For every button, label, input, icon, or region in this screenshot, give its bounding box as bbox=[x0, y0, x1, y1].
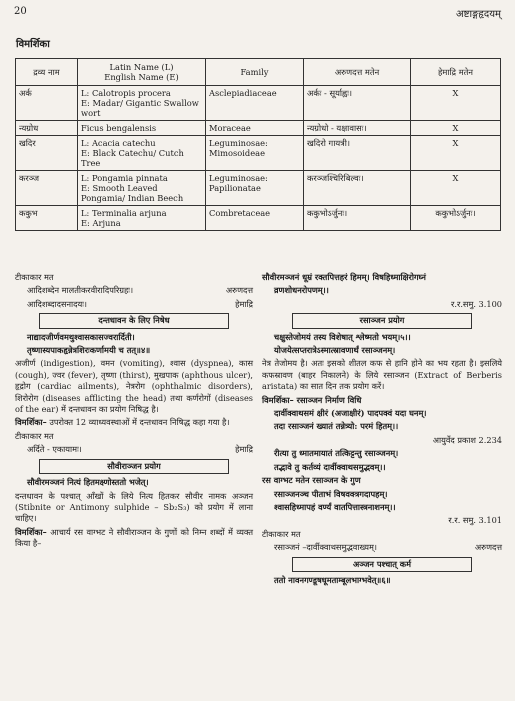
table-cell: L: Terminalia arjuna E: Arjuna bbox=[78, 206, 206, 231]
table-cell: L: Calotropis procera E: Madar/ Gigantic Swallow wort bbox=[78, 86, 206, 121]
table-cell: करञ्जश्चिरिबिल्वः। bbox=[304, 171, 411, 206]
tika-note bbox=[15, 299, 253, 310]
verse-line: व्रणशोधनरोपणम्।। bbox=[274, 285, 329, 296]
table-cell: ककुभ bbox=[16, 206, 78, 231]
table-cell: L: Acacia catechu E: Black Catechu/ Cutch Tree bbox=[78, 136, 206, 171]
table-cell: अर्क bbox=[16, 86, 78, 121]
section-heading: दन्तधावन के लिए निषेध bbox=[39, 313, 229, 328]
table-header-row bbox=[16, 59, 501, 86]
paragraph: दन्तधावन के पश्चात् आँखों के लिये नित्य हितकर सौवीर नामक अञ्जन (Stibnite or Antimony sulphide – Sb₂S₃) को प्रयोग में लाना चाहिए। bbox=[15, 490, 253, 524]
verse-line: दार्वीक्वाथसमं क्षीरं (अजाक्षीरं) पादपक्वं यदा घनम्। bbox=[274, 408, 427, 419]
verse-line: श्वासहिध्मापहं वर्ण्यं वातपित्तास्त्रनाशनम्।। bbox=[274, 501, 396, 512]
column-header: द्रव्य नाम bbox=[16, 59, 78, 86]
section-heading: सौवीराञ्जन प्रयोग bbox=[39, 459, 229, 474]
table-row bbox=[16, 136, 501, 171]
tika-label: टीकाकार मत bbox=[262, 528, 301, 539]
vimarshika-label: विमर्शिका– bbox=[15, 526, 47, 537]
verse-line: तदा रसाञ्जनं ख्यातं तन्नेत्र्यो: परमं हितम्।। bbox=[274, 421, 399, 432]
table-title: विमर्शिका bbox=[16, 39, 50, 50]
table-cell: ककुभोऽर्जुनः। bbox=[304, 206, 411, 231]
table-cell: Moraceae bbox=[206, 121, 304, 136]
table-cell: X bbox=[411, 121, 501, 136]
tika-note bbox=[262, 542, 502, 553]
verse-line: सौवीरमञ्जनं नित्यं हितमक्ष्णोस्ततो भजेत्। bbox=[27, 477, 149, 488]
table-cell: Asclepiadiaceae bbox=[206, 86, 304, 121]
table-row bbox=[16, 86, 501, 121]
tika-label: टीकाकार मत bbox=[15, 430, 54, 441]
page-header bbox=[14, 6, 501, 20]
vimarshika-text: आचार्य रस वाग्भट ने सौवीराञ्जन के गुणों को निम्न शब्दों में व्यक्त किया है– bbox=[15, 526, 253, 549]
section-heading: रस वाग्भट मतेन रसाञ्जन के गुण bbox=[262, 475, 361, 486]
verse-line: चक्षुस्तेजोमयं तस्य विशेषात् श्लेष्मतो भयम्।५।। bbox=[274, 331, 411, 342]
vimarshika-heading: विमर्शिका– रसाञ्जन निर्माण विधि bbox=[262, 394, 362, 405]
table-cell: न्यग्रोध bbox=[16, 121, 78, 136]
reference: र.र. समु. 3.101 bbox=[448, 515, 502, 526]
section-heading: रसाञ्जन प्रयोग bbox=[292, 313, 472, 328]
verse-line: रसाञ्जनञ्च पीताभं विषवक्त्रगदापहम्। bbox=[274, 488, 388, 499]
section-heading: अञ्जन पश्चात् कर्म bbox=[292, 557, 472, 572]
vimarshika-text: उपरोक्त 12 व्याध्यवस्थाओं में दन्तधावन निषिद्ध कहा गया है। bbox=[46, 417, 230, 428]
table-row bbox=[16, 121, 501, 136]
tika-text: रसाञ्जनं –दार्वीक्वाथसमुद्भवाख्यम्। bbox=[274, 542, 378, 553]
table-cell: X bbox=[411, 171, 501, 206]
table-cell: Combretaceae bbox=[206, 206, 304, 231]
tika-author: अरुणदत्त bbox=[225, 285, 253, 296]
column-header: Latin Name (L) English Name (E) bbox=[78, 59, 206, 86]
paragraph: अजीर्ण (indigestion), वमन (vomiting), श्वास (dyspnea), कास (cough), ज्वर (fever), तृष्णा (thirst), मुखपाक (aphthous ulcer), हृद्रोग (cardiac ailments), नेत्ररोग (ophthalmic disorders), शिरोरोग (diseases afflicting the head) तथा कर्णरोगों (diseases of the ear) में दन्तधावन का प्रयोग निषिद्ध है। bbox=[15, 358, 253, 415]
tika-label: टीकाकार मत bbox=[15, 272, 54, 282]
vimarshika-note bbox=[15, 417, 253, 428]
page-number: 20 bbox=[14, 6, 27, 17]
vimarshika-note bbox=[15, 527, 253, 550]
column-header: अरुणदत्त मतेन bbox=[304, 59, 411, 86]
table-cell: X bbox=[411, 136, 501, 171]
left-column bbox=[15, 272, 253, 552]
table-cell: L: Pongamia pinnata E: Smooth Leaved Pongamia/ Indian Beech bbox=[78, 171, 206, 206]
table-cell: Ficus bengalensis bbox=[78, 121, 206, 136]
table-cell: Leguminosae: Mimosoideae bbox=[206, 136, 304, 171]
reference: र.र.समु. 3.100 bbox=[451, 298, 502, 309]
tika-text: आदिशब्देन मालतीकरवीरादिपरिग्रहः। bbox=[27, 285, 134, 296]
column-header: हेमाद्रि मतेन bbox=[411, 59, 501, 86]
verse-line: तृष्णास्यपाकहृन्नेत्रशिरःकर्णामयी च तत्॥४॥ bbox=[27, 345, 151, 356]
table-cell: खदिर bbox=[16, 136, 78, 171]
paragraph: नेत्र तेजोमय है। अतः इसको शीतल कफ से हानि होने का भय रहता है। इसलिये कफस्रावण (बाहर निकालने) के लिये रसाञ्जन (Extract of Berberis aristata) का सात दिन तक प्रयोग करें। bbox=[262, 358, 502, 392]
table-row bbox=[16, 206, 501, 231]
table-cell: न्यग्रोधो - यक्षावासः। bbox=[304, 121, 411, 136]
tika-text: आदिशब्दादसनादयः। bbox=[27, 298, 87, 309]
table-body bbox=[16, 86, 501, 231]
tika-note bbox=[15, 444, 253, 455]
table-cell: अर्कः - सूर्याह्वः। bbox=[304, 86, 411, 121]
tika-author: हेमाद्रि bbox=[235, 444, 253, 455]
table-row bbox=[16, 171, 501, 206]
verse-line: नाद्यादजीर्णवमथुश्वासकासज्वरार्दिती। bbox=[27, 331, 135, 342]
verse-line: योजयेत्सप्तरात्रेऽस्मात्स्रावणार्थं रसाञ्जनम्। bbox=[274, 345, 396, 356]
tika-note bbox=[15, 285, 253, 296]
table-cell: ककुभोऽर्जुनः। bbox=[411, 206, 501, 231]
table-cell: खदिरो गायत्री। bbox=[304, 136, 411, 171]
table-cell: X bbox=[411, 86, 501, 121]
verse-line: तद्भावे तु कर्तव्यं दार्वीक्वाथसमुद्भवम्।। bbox=[274, 461, 386, 472]
vimarshika-label: विमर्शिका– bbox=[15, 417, 47, 428]
tika-author: अरुणदत्त bbox=[474, 542, 502, 553]
herb-table bbox=[15, 58, 501, 231]
table-cell: Leguminosae: Papilionatae bbox=[206, 171, 304, 206]
table-cell: करञ्ज bbox=[16, 171, 78, 206]
tika-text: अर्दिते - एकायामः। bbox=[27, 444, 82, 455]
right-column bbox=[262, 272, 502, 588]
verse-line: सौवीरमञ्जनं धूम्रं रक्तपित्तहरं हिमम्। विषहिध्माक्षिरोगघ्नं bbox=[262, 272, 426, 282]
verse-line: रीत्या तु ध्मातमायातं तत्किट्टन्तु रसाञ्जनम्। bbox=[274, 448, 399, 459]
verse-line: ततो नावनगण्डूषधूमताम्बूलभाग्भवेत्॥६॥ bbox=[274, 574, 391, 585]
column-header: Family bbox=[206, 59, 304, 86]
tika-author: हेमाद्रि bbox=[235, 298, 253, 309]
reference: आयुर्वेद प्रकाश 2.234 bbox=[432, 434, 502, 445]
running-title: अष्टाङ्गहृदयम् bbox=[456, 9, 501, 20]
